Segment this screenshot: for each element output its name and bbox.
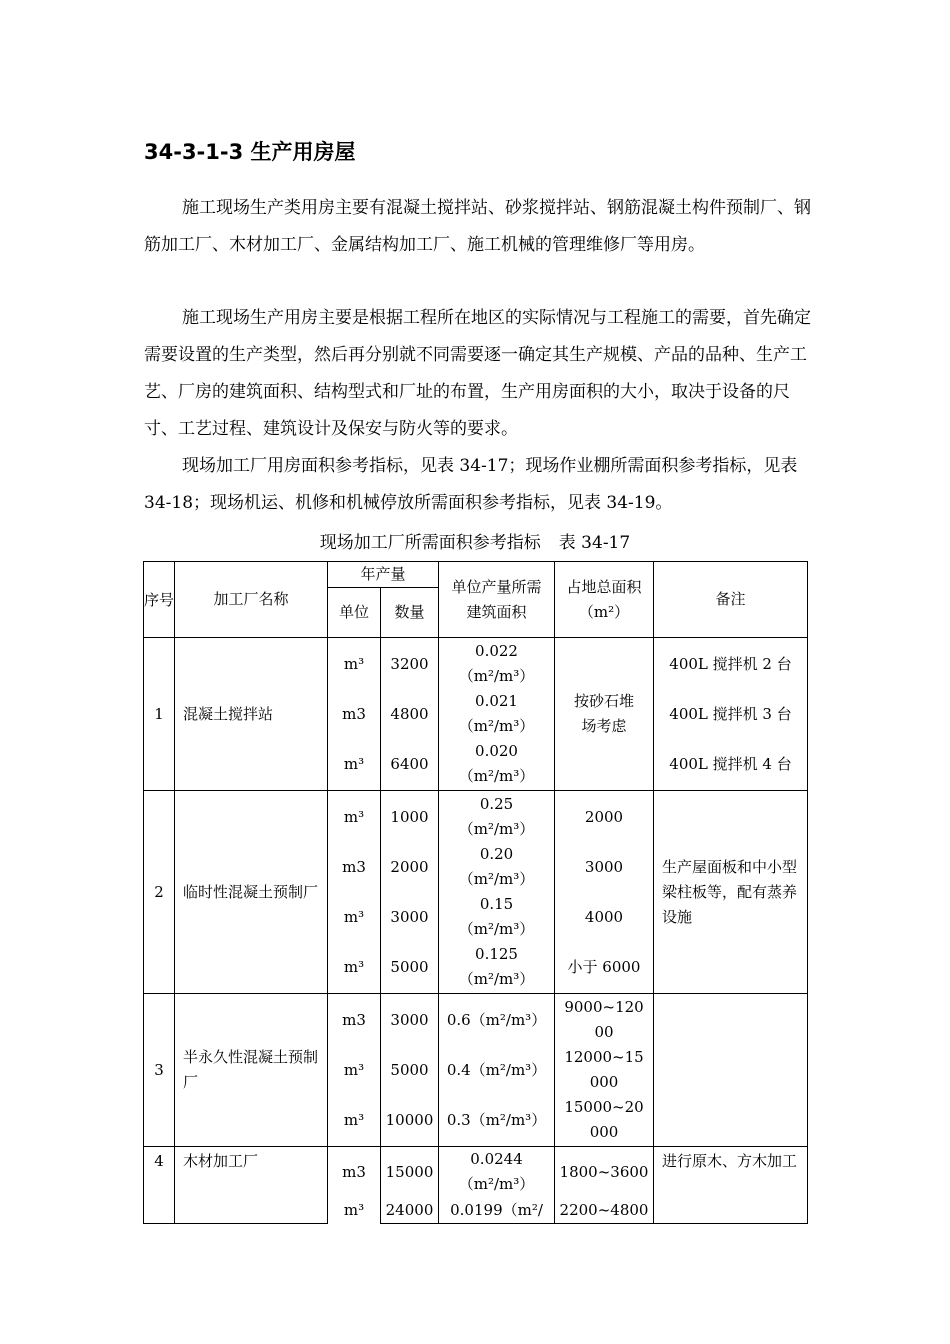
area-cell: 0.3（m²/m³） xyxy=(446,1110,547,1129)
unit-cell: m³ xyxy=(343,1200,365,1219)
qty-cell: 1000 xyxy=(390,807,429,826)
total-cell: 1800~3600 xyxy=(559,1162,649,1181)
area-cell: 0.020（m²/m³） xyxy=(458,742,535,785)
table-row xyxy=(144,791,808,994)
row-areas xyxy=(439,1147,555,1224)
header-total-area-unit: （m²） xyxy=(578,602,630,621)
row-seq: 1 xyxy=(144,638,175,791)
total-cell: 3000 xyxy=(584,857,624,876)
paragraph-2: 施工现场生产用房主要是根据工程所在地区的实际情况与工程施工的需要，首先确定需要设置的生产类型，然后再分别就不同需要逐一确定其生产规模、产品的品种、生产工艺、厂房的建筑面积、结构型式和厂址的布置，生产用房面积的大小，取决于设备的尺寸、工艺过程、建筑设计及保安与防火等的要求。 xyxy=(144,308,811,439)
qty-cell: 5000 xyxy=(390,1060,429,1079)
row-areas xyxy=(439,994,555,1147)
row-areas xyxy=(439,638,555,791)
row-totals xyxy=(555,1147,654,1224)
unit-cell: m3 xyxy=(342,704,366,723)
row-areas xyxy=(439,791,555,994)
qty-cell: 10000 xyxy=(385,1110,434,1129)
row-name: 半永久性混凝土预制厂 xyxy=(175,994,328,1147)
unit-cell: m3 xyxy=(342,857,366,876)
unit-cell: m³ xyxy=(343,1060,365,1079)
unit-cell: m³ xyxy=(343,907,365,926)
unit-cell: m³ xyxy=(343,957,365,976)
row-name: 木材加工厂 xyxy=(175,1147,328,1224)
header-unit: 单位 xyxy=(328,588,381,638)
paragraph-3: 现场加工厂用房面积参考指标，见表 34-17；现场作业棚所需面积参考指标，见表 34-18；现场机运、机修和机械停放所需面积参考指标，见表 34-19。 xyxy=(144,456,798,513)
row-name: 临时性混凝土预制厂 xyxy=(175,791,328,994)
area-cell: 0.20（m²/m³） xyxy=(458,845,535,888)
qty-cell: 24000 xyxy=(385,1200,434,1219)
table-caption xyxy=(0,528,950,553)
row-units xyxy=(328,638,381,791)
row-qtys xyxy=(381,1147,439,1224)
table-caption-title: 现场加工厂所需面积参考指标 xyxy=(319,533,541,553)
qty-cell: 3000 xyxy=(390,1010,429,1029)
row-qtys xyxy=(381,791,439,994)
qty-cell: 4800 xyxy=(390,704,429,723)
header-note: 备注 xyxy=(654,562,808,638)
note-cell: 400L 搅拌机 3 台 xyxy=(669,704,792,723)
row-notes xyxy=(654,638,808,791)
qty-cell: 6400 xyxy=(390,754,429,773)
table-row xyxy=(144,638,808,791)
unit-cell: m³ xyxy=(343,1110,365,1129)
area-cell: 0.021（m²/m³） xyxy=(458,692,535,735)
header-annual: 年产量 xyxy=(328,562,439,588)
unit-cell: m3 xyxy=(342,1162,366,1181)
header-area-per-unit: 单位产量所需建筑面积 xyxy=(439,562,555,638)
area-cell: 0.6（m²/m³） xyxy=(446,1010,547,1029)
table-header-row xyxy=(144,562,808,588)
unit-cell: m³ xyxy=(343,754,365,773)
row-seq: 4 xyxy=(144,1147,175,1224)
unit-cell: m3 xyxy=(342,1010,366,1029)
row-note: 进行原木、方木加工 xyxy=(654,1147,808,1224)
header-total-area xyxy=(555,562,654,638)
section-title: 34-3-1-3 生产用房屋 xyxy=(144,140,356,164)
table-row xyxy=(144,994,808,1147)
row-totals xyxy=(555,791,654,994)
header-seq: 序号 xyxy=(144,562,175,638)
total-cell: 小于 6000 xyxy=(567,957,641,976)
row-units xyxy=(328,1147,381,1224)
row-note xyxy=(654,994,808,1147)
unit-cell: m³ xyxy=(343,807,365,826)
note-cell: 400L 搅拌机 2 台 xyxy=(669,654,792,673)
header-total-area-label: 占地总面积 xyxy=(566,577,642,596)
note-cell: 400L 搅拌机 4 台 xyxy=(669,754,792,773)
header-qty: 数量 xyxy=(381,588,439,638)
table-number: 表 34-17 xyxy=(558,533,631,553)
total-cell: 4000 xyxy=(584,907,624,926)
area-cell: 0.022（m²/m³） xyxy=(458,642,535,685)
table-row xyxy=(144,1147,808,1224)
total-cell: 12000~15000 xyxy=(564,1048,644,1091)
row-seq: 2 xyxy=(144,791,175,994)
row-total: 按砂石堆场考虑 xyxy=(555,638,654,791)
row-name: 混凝土搅拌站 xyxy=(175,638,328,791)
header-name: 加工厂名称 xyxy=(175,562,328,638)
row-seq: 3 xyxy=(144,994,175,1147)
row-note: 生产屋面板和中小型梁柱板等，配有蒸养设施 xyxy=(654,791,808,994)
total-cell: 2000 xyxy=(584,807,624,826)
row-units xyxy=(328,994,381,1147)
area-cell: 0.4（m²/m³） xyxy=(446,1060,547,1079)
paragraph-1: 施工现场生产类用房主要有混凝土搅拌站、砂浆搅拌站、钢筋混凝土构件预制厂、钢筋加工厂、木材加工厂、金属结构加工厂、施工机械的管理维修厂等用房。 xyxy=(144,198,811,255)
area-cell: 0.0199（m²/ xyxy=(450,1200,543,1219)
row-qtys xyxy=(381,994,439,1147)
row-totals xyxy=(555,994,654,1147)
row-qtys xyxy=(381,638,439,791)
qty-cell: 15000 xyxy=(385,1162,434,1181)
unit-cell: m³ xyxy=(343,654,365,673)
area-cell: 0.125（m²/m³） xyxy=(458,945,535,988)
total-cell: 15000~20000 xyxy=(564,1098,644,1141)
qty-cell: 3000 xyxy=(390,907,429,926)
total-cell: 2200~4800 xyxy=(559,1200,649,1219)
qty-cell: 2000 xyxy=(390,857,429,876)
total-cell: 9000~12000 xyxy=(564,998,644,1041)
area-cell: 0.0244（m²/m³） xyxy=(458,1150,535,1193)
qty-cell: 5000 xyxy=(390,957,429,976)
row-units xyxy=(328,791,381,994)
qty-cell: 3200 xyxy=(390,654,429,673)
area-cell: 0.15（m²/m³） xyxy=(458,895,535,938)
area-index-table xyxy=(143,561,808,1224)
area-cell: 0.25（m²/m³） xyxy=(458,795,535,838)
